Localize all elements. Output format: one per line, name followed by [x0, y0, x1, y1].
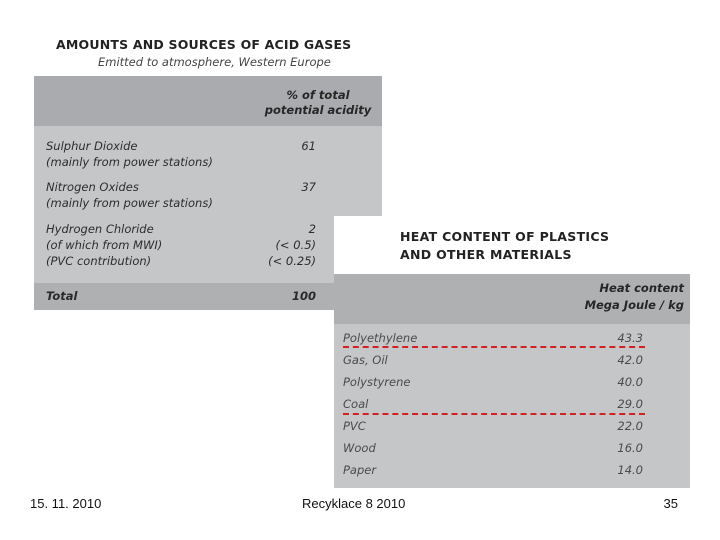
heat-content-body [334, 324, 690, 488]
row-label: Polystyrene [343, 375, 411, 389]
row-value: 2 (< 0.5) (< 0.25) [268, 222, 316, 268]
table-row [343, 416, 643, 438]
heat-content-title-area [334, 216, 690, 274]
acid-gases-subtitle: Emitted to atmosphere, Western Europe [98, 55, 331, 69]
row-label: Hydrogen Chloride (of which from MWI) (PVC contribution) [46, 222, 163, 268]
row-value: 16.0 [617, 441, 643, 455]
acid-gases-header-band [34, 76, 382, 126]
row-value: 29.0 [617, 397, 643, 411]
acid-gases-title: AMOUNTS AND SOURCES OF ACID GASES [56, 37, 352, 52]
row-label: PVC [343, 419, 366, 433]
page-number: 35 [663, 496, 678, 511]
total-value: 100 [291, 289, 316, 303]
highlight-dashed-line-bottom [343, 413, 645, 415]
row-label: Coal [343, 397, 369, 411]
row-label: Gas, Oil [343, 353, 388, 367]
heat-content-header-band [334, 274, 690, 324]
row-label: Nitrogen Oxides (mainly from power stations) [46, 180, 213, 210]
footer-date: 15. 11. 2010 [30, 496, 102, 511]
highlight-dashed-line-top [343, 346, 645, 348]
acid-gases-table [34, 30, 382, 310]
table-row [343, 460, 643, 482]
footer-title: Recyklace 8 2010 [302, 496, 406, 511]
row-label: Polyethylene [343, 331, 418, 345]
row-value: 37 [301, 180, 316, 194]
heat-content-table [334, 216, 690, 488]
row-value: 43.3 [617, 331, 643, 345]
row-value: 14.0 [617, 463, 643, 477]
row-value: 42.0 [617, 353, 643, 367]
row-value: 61 [301, 139, 316, 153]
row-label: Paper [343, 463, 377, 477]
table-total-row [34, 283, 382, 310]
row-value: 22.0 [617, 419, 643, 433]
heat-content-column-header: Heat content Mega Joule / kg [584, 281, 684, 312]
row-label: Sulphur Dioxide (mainly from power stations) [46, 139, 213, 169]
row-label: Wood [343, 441, 376, 455]
table-row [343, 372, 643, 394]
acid-gases-column-header: % of total potential acidity [264, 88, 372, 117]
total-label: Total [46, 289, 78, 303]
row-value: 40.0 [617, 375, 643, 389]
table-row [343, 350, 643, 372]
table-row [343, 438, 643, 460]
heat-content-title: HEAT CONTENT OF PLASTICS AND OTHER MATERIALS [400, 229, 610, 262]
